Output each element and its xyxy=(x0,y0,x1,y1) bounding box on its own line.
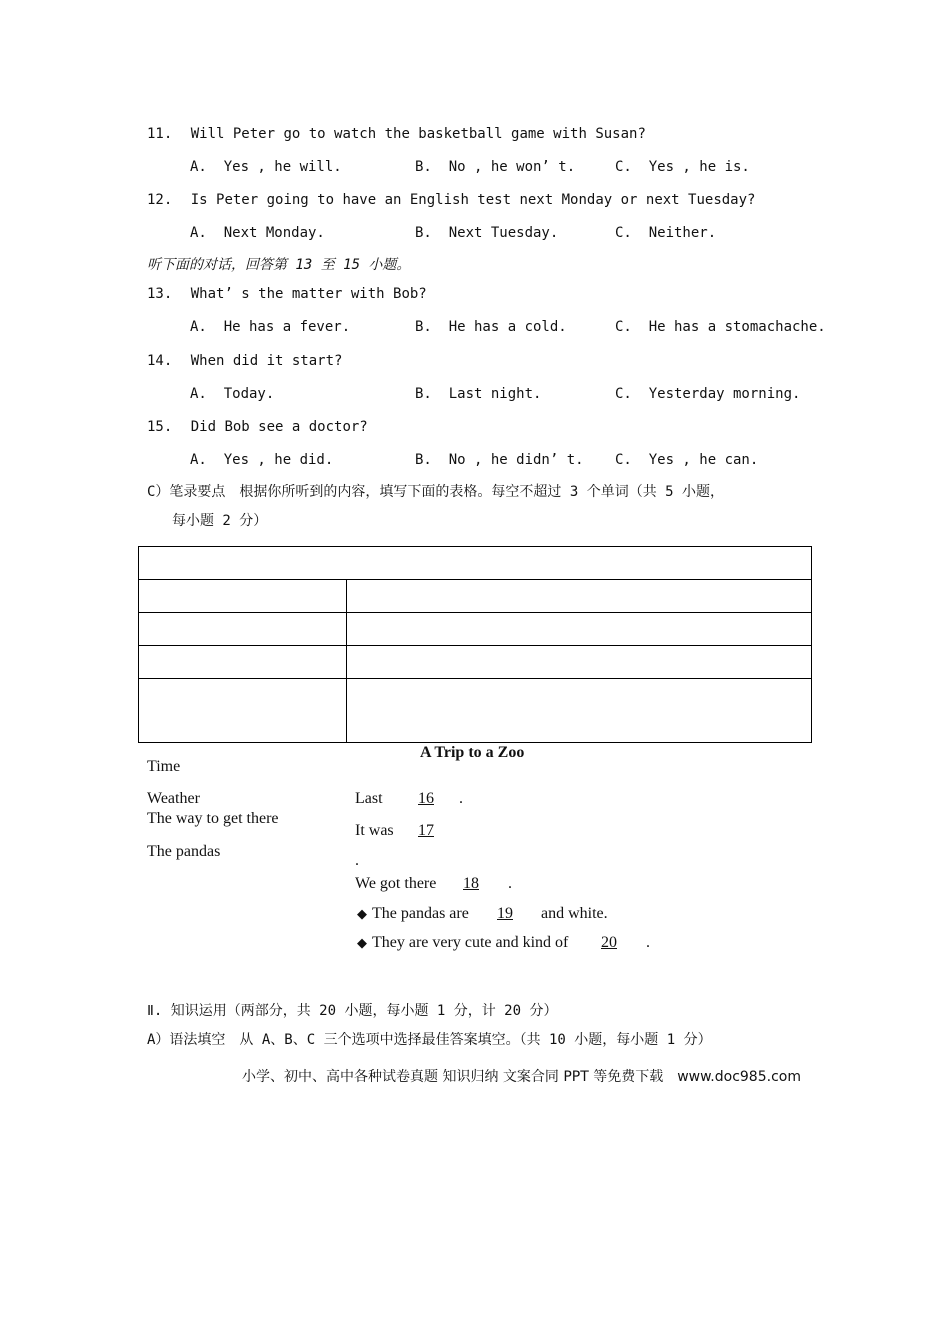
blank-18[interactable]: 18 xyxy=(463,875,479,892)
page-footer: 小学、初中、高中各种试卷真题 知识归纳 文案合同 PPT 等免费下载 www.doc985.com xyxy=(242,1069,801,1085)
instruction-13-15: 听下面的对话，回答第 13 至 15 小题。 xyxy=(147,257,411,273)
question-text: Did Bob see a doctor? xyxy=(190,419,368,435)
answer-weather xyxy=(355,822,555,842)
option-letter: C. xyxy=(615,386,632,402)
question-text: What’ s the matter with Bob? xyxy=(190,286,427,302)
option-text: He has a cold. xyxy=(448,319,567,335)
table-border-top xyxy=(138,546,812,547)
answer-pandas-2 xyxy=(357,934,677,954)
table-divider-col xyxy=(346,579,347,743)
question-number: 12. xyxy=(147,192,173,208)
table-title: A Trip to a Zoo xyxy=(420,744,525,761)
question-text: When did it start? xyxy=(190,353,343,369)
option-letter: B. xyxy=(415,386,432,402)
option-letter: A. xyxy=(190,386,207,402)
row-label-time: Time xyxy=(147,758,181,775)
option-letter: C. xyxy=(615,452,632,468)
row-label-pandas: The pandas xyxy=(147,843,221,860)
answer-post: . xyxy=(508,875,512,892)
table-row-line xyxy=(138,579,812,580)
question-14 xyxy=(147,353,342,369)
option-text: No , he didn’ t. xyxy=(448,452,584,468)
option-text: Yes , he is. xyxy=(648,159,750,175)
question-text: Will Peter go to watch the basketball game with Susan? xyxy=(190,126,646,142)
section-c-instruction-line2: 每小题 2 分） xyxy=(172,513,268,529)
option-text: Today. xyxy=(223,386,275,402)
table-row-line xyxy=(138,678,812,679)
answer-post: . xyxy=(646,934,650,951)
section-a-instruction: A）语法填空 从 A、B、C 三个选项中选择最佳答案填空。（共 10 小题，每小题 1 分） xyxy=(147,1032,712,1048)
answer-pandas-1 xyxy=(357,905,657,925)
options-11 xyxy=(190,159,890,179)
blank-16[interactable]: 16 xyxy=(418,790,434,807)
option-text: Yes , he can. xyxy=(648,452,759,468)
question-13 xyxy=(147,286,427,302)
option-letter: B. xyxy=(415,319,432,335)
option-text: Next Tuesday. xyxy=(448,225,559,241)
answer-pre: We got there xyxy=(355,875,437,892)
row-label-weather: Weather xyxy=(147,790,200,807)
question-number: 13. xyxy=(147,286,173,302)
option-text: Last night. xyxy=(448,386,542,402)
answer-time xyxy=(355,790,555,810)
question-15 xyxy=(147,419,368,435)
option-letter: A. xyxy=(190,319,207,335)
answer-weather-post: . xyxy=(355,852,359,869)
options-13 xyxy=(190,319,890,339)
bullet-icon: ◆ xyxy=(357,906,367,921)
question-number: 11. xyxy=(147,126,173,142)
question-text: Is Peter going to have an English test next Monday or next Tuesday? xyxy=(190,192,756,208)
option-letter: C. xyxy=(615,159,632,175)
option-text: Yes , he will. xyxy=(223,159,342,175)
answer-pre: They are very cute and kind of xyxy=(372,934,569,951)
table-border-bottom xyxy=(138,742,812,743)
answer-pre: Last xyxy=(355,790,383,807)
blank-20[interactable]: 20 xyxy=(601,934,617,951)
answer-pre: The pandas are xyxy=(372,905,469,922)
option-text: He has a stomachache. xyxy=(648,319,826,335)
blank-19[interactable]: 19 xyxy=(497,905,513,922)
answer-pre: It was xyxy=(355,822,394,839)
question-number: 14. xyxy=(147,353,173,369)
options-14 xyxy=(190,386,890,406)
question-number: 15. xyxy=(147,419,173,435)
option-letter: B. xyxy=(415,159,432,175)
options-15 xyxy=(190,452,890,472)
option-text: Neither. xyxy=(648,225,717,241)
answer-way xyxy=(355,875,555,895)
options-12 xyxy=(190,225,890,245)
option-text: He has a fever. xyxy=(223,319,351,335)
table-row-line xyxy=(138,612,812,613)
option-letter: B. xyxy=(415,452,432,468)
table-row-line xyxy=(138,645,812,646)
bullet-icon: ◆ xyxy=(357,935,367,950)
answer-post: . xyxy=(459,790,463,807)
answer-post: and white. xyxy=(541,905,608,922)
option-letter: A. xyxy=(190,452,207,468)
question-11 xyxy=(147,126,646,142)
section-c-instruction-line1: C）笔录要点 根据你所听到的内容，填写下面的表格。每空不超过 3 个单词（共 5 小题， xyxy=(147,484,724,500)
row-label-way: The way to get there xyxy=(147,810,279,827)
question-12 xyxy=(147,192,755,208)
option-text: Yesterday morning. xyxy=(648,386,801,402)
option-text: Yes , he did. xyxy=(223,452,334,468)
option-letter: C. xyxy=(615,225,632,241)
option-letter: B. xyxy=(415,225,432,241)
option-letter: A. xyxy=(190,225,207,241)
option-letter: A. xyxy=(190,159,207,175)
section-ii-heading: Ⅱ. 知识运用（两部分，共 20 小题，每小题 1 分，计 20 分） xyxy=(147,1003,558,1019)
option-text: Next Monday. xyxy=(223,225,325,241)
option-letter: C. xyxy=(615,319,632,335)
blank-17[interactable]: 17 xyxy=(418,822,434,839)
option-text: No , he won’ t. xyxy=(448,159,576,175)
